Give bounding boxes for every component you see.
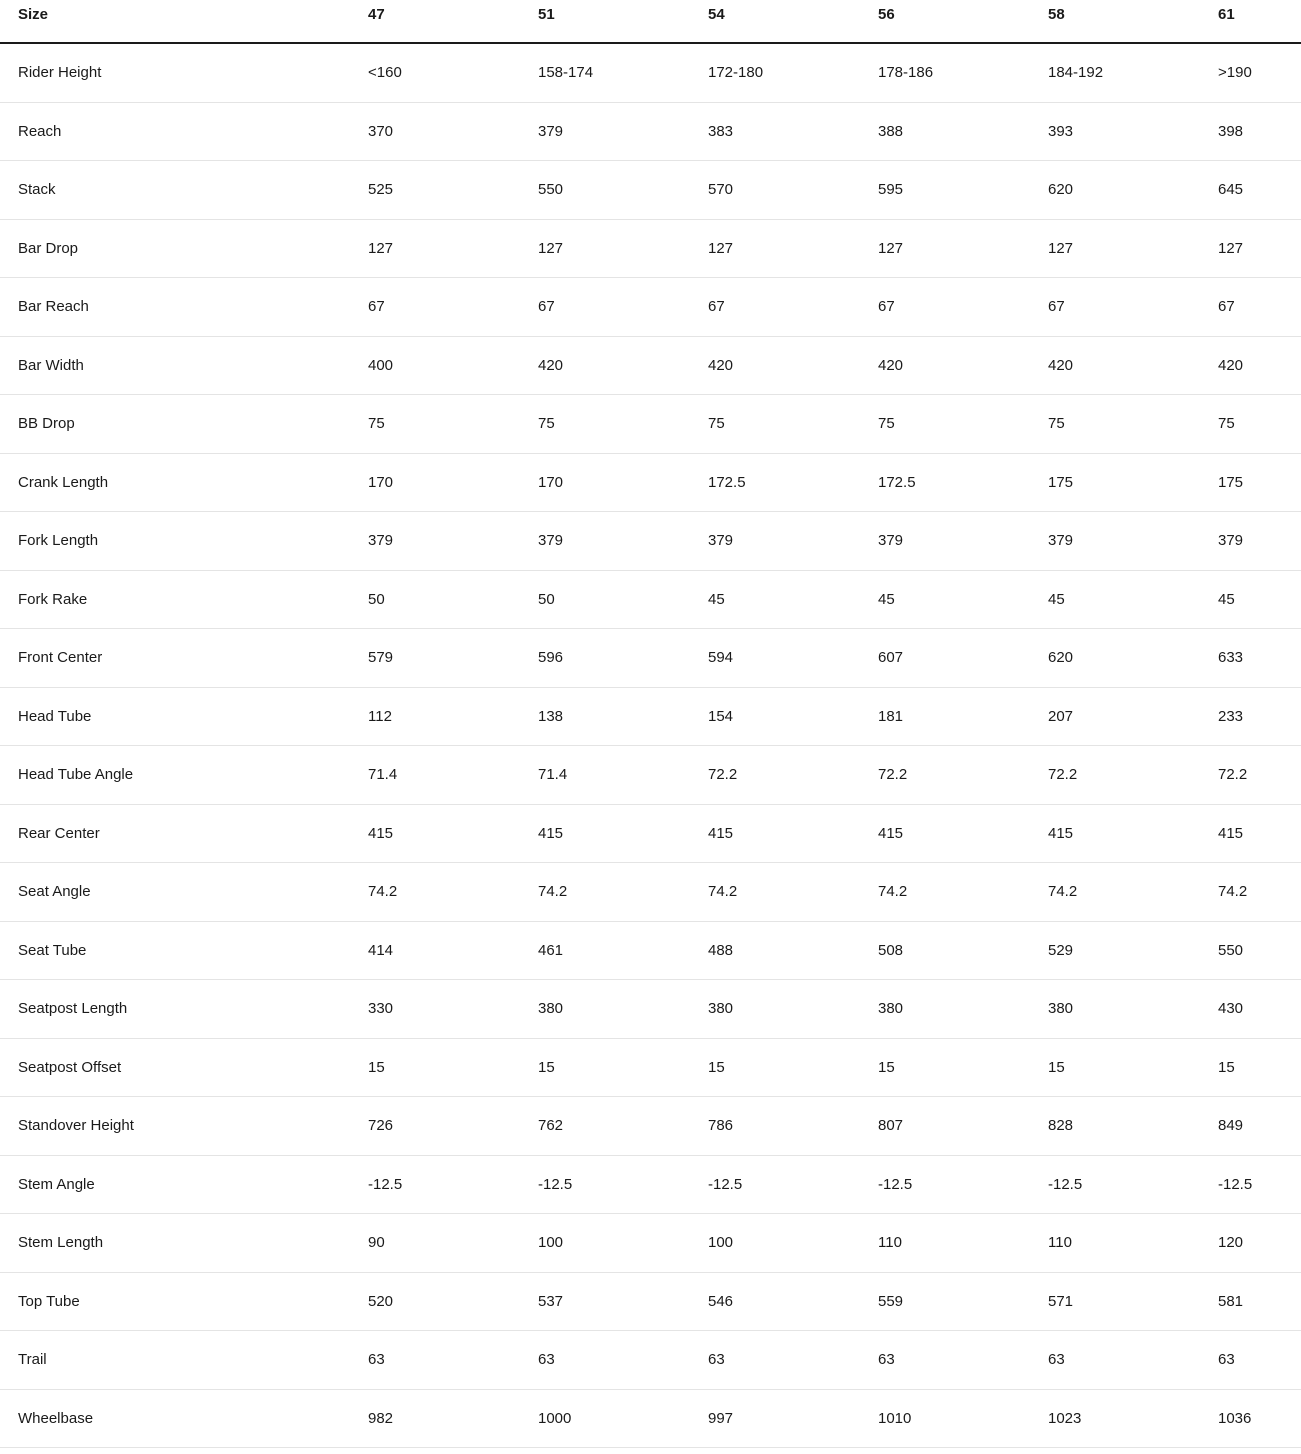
table-row <box>0 863 1301 922</box>
row-label: Standover Height <box>18 1117 134 1135</box>
cell: 415 <box>708 824 734 842</box>
cell: 74.2 <box>538 883 568 901</box>
table-row <box>0 278 1301 337</box>
row-label: Seat Angle <box>18 883 91 901</box>
cell: 620 <box>1048 181 1074 199</box>
cell: 546 <box>708 1292 734 1310</box>
table-row <box>0 922 1301 981</box>
cell: 420 <box>878 356 904 374</box>
cell: >190 <box>1218 64 1252 82</box>
cell: 75 <box>878 415 895 433</box>
table-row <box>0 980 1301 1039</box>
row-label: Bar Width <box>18 356 84 374</box>
table-row <box>0 1273 1301 1332</box>
row-label: Seatpost Length <box>18 1000 128 1018</box>
cell: 127 <box>368 239 394 257</box>
cell: 420 <box>1048 356 1074 374</box>
cell: 112 <box>368 707 392 725</box>
cell: 138 <box>538 707 564 725</box>
cell: 175 <box>1218 473 1244 491</box>
cell: 72.2 <box>708 766 738 784</box>
cell: 75 <box>538 415 555 433</box>
cell: 380 <box>538 1000 564 1018</box>
cell: 982 <box>368 1409 394 1427</box>
cell: 15 <box>878 1058 895 1076</box>
cell: 594 <box>708 649 734 667</box>
table-row <box>0 103 1301 162</box>
cell: 379 <box>1048 532 1074 550</box>
cell: 607 <box>878 649 904 667</box>
cell: 74.2 <box>878 883 908 901</box>
cell: 537 <box>538 1292 564 1310</box>
cell: 74.2 <box>708 883 738 901</box>
table-row <box>0 220 1301 279</box>
cell: 570 <box>708 181 734 199</box>
cell: 415 <box>368 824 394 842</box>
cell: 379 <box>1218 532 1244 550</box>
cell: 45 <box>708 590 725 608</box>
cell: 571 <box>1048 1292 1074 1310</box>
cell: 520 <box>368 1292 394 1310</box>
cell: 379 <box>878 532 904 550</box>
row-label: Trail <box>18 1351 47 1369</box>
cell: 67 <box>878 298 895 316</box>
cell: 393 <box>1048 122 1074 140</box>
table-row <box>0 512 1301 571</box>
row-label: Crank Length <box>18 473 109 491</box>
cell: 849 <box>1218 1117 1244 1135</box>
cell: 550 <box>538 181 564 199</box>
cell: 15 <box>1048 1058 1065 1076</box>
cell: 415 <box>878 824 904 842</box>
cell: 74.2 <box>368 883 398 901</box>
table-row <box>0 629 1301 688</box>
cell: -12.5 <box>538 1175 573 1193</box>
cell: 370 <box>368 122 394 140</box>
header-size-col: 61 <box>1218 6 1235 23</box>
cell: 72.2 <box>1218 766 1248 784</box>
cell: 726 <box>368 1117 394 1135</box>
table-row <box>0 1331 1301 1390</box>
cell: 72.2 <box>1048 766 1078 784</box>
header-size-col: 51 <box>538 6 555 23</box>
cell: 158-174 <box>538 64 594 82</box>
cell: 75 <box>708 415 725 433</box>
cell: 828 <box>1048 1117 1074 1135</box>
cell: 388 <box>878 122 904 140</box>
table-row <box>0 571 1301 630</box>
cell: 172-180 <box>708 64 764 82</box>
cell: 172.5 <box>708 473 746 491</box>
cell: 63 <box>1218 1351 1235 1369</box>
row-label: Fork Rake <box>18 590 88 608</box>
row-label: Reach <box>18 122 62 140</box>
row-label: Bar Drop <box>18 239 79 257</box>
row-label: Stack <box>18 181 56 199</box>
cell: 63 <box>1048 1351 1065 1369</box>
cell: 127 <box>708 239 734 257</box>
table-row <box>0 688 1301 747</box>
cell: 550 <box>1218 941 1244 959</box>
cell: 488 <box>708 941 734 959</box>
row-label: Head Tube Angle <box>18 766 134 784</box>
cell: 398 <box>1218 122 1244 140</box>
row-label: Seatpost Offset <box>18 1058 122 1076</box>
cell: 508 <box>878 941 904 959</box>
cell: -12.5 <box>708 1175 743 1193</box>
row-label: Rider Height <box>18 64 102 82</box>
row-label: Stem Length <box>18 1234 104 1252</box>
cell: 400 <box>368 356 394 374</box>
cell: 75 <box>1048 415 1065 433</box>
cell: 1010 <box>878 1409 912 1427</box>
cell: 15 <box>538 1058 555 1076</box>
header-size-label: Size <box>18 6 49 23</box>
cell: 110 <box>1048 1234 1072 1252</box>
cell: 461 <box>538 941 564 959</box>
cell: 67 <box>1048 298 1065 316</box>
row-label: Fork Length <box>18 532 99 550</box>
cell: 45 <box>1048 590 1065 608</box>
cell: 170 <box>368 473 394 491</box>
table-header-row <box>0 0 1301 44</box>
cell: 1000 <box>538 1409 572 1427</box>
cell: 178-186 <box>878 64 934 82</box>
table-row <box>0 1214 1301 1273</box>
cell: 67 <box>368 298 385 316</box>
cell: 415 <box>1048 824 1074 842</box>
table-row <box>0 161 1301 220</box>
cell: 71.4 <box>368 766 398 784</box>
row-label: Seat Tube <box>18 941 87 959</box>
cell: 67 <box>538 298 555 316</box>
cell: 415 <box>1218 824 1244 842</box>
table-row <box>0 337 1301 396</box>
cell: 430 <box>1218 1000 1244 1018</box>
header-size-col: 56 <box>878 6 895 23</box>
cell: 415 <box>538 824 564 842</box>
cell: 75 <box>368 415 385 433</box>
cell: 379 <box>368 532 394 550</box>
cell: 330 <box>368 1000 394 1018</box>
cell: 110 <box>878 1234 902 1252</box>
cell: 997 <box>708 1409 734 1427</box>
cell: 379 <box>538 532 564 550</box>
row-label: Bar Reach <box>18 298 89 316</box>
cell: 380 <box>1048 1000 1074 1018</box>
table-row <box>0 1156 1301 1215</box>
cell: 170 <box>538 473 564 491</box>
header-size-col: 47 <box>368 6 385 23</box>
cell: 127 <box>878 239 904 257</box>
table-row <box>0 1039 1301 1098</box>
cell: 63 <box>878 1351 895 1369</box>
cell: 233 <box>1218 707 1244 725</box>
cell: -12.5 <box>368 1175 403 1193</box>
row-label: Wheelbase <box>18 1409 94 1427</box>
cell: 100 <box>708 1234 734 1252</box>
cell: 525 <box>368 181 394 199</box>
cell: 15 <box>708 1058 725 1076</box>
cell: 786 <box>708 1117 734 1135</box>
cell: 379 <box>538 122 564 140</box>
cell: 45 <box>1218 590 1235 608</box>
cell: 420 <box>1218 356 1244 374</box>
row-label: Stem Angle <box>18 1175 95 1193</box>
cell: 120 <box>1218 1234 1244 1252</box>
cell: 63 <box>368 1351 385 1369</box>
cell: 15 <box>1218 1058 1235 1076</box>
row-label: Top Tube <box>18 1292 80 1310</box>
cell: 100 <box>538 1234 564 1252</box>
cell: 579 <box>368 649 394 667</box>
cell: 383 <box>708 122 734 140</box>
cell: 380 <box>878 1000 904 1018</box>
table-row <box>0 395 1301 454</box>
header-size-col: 58 <box>1048 6 1065 23</box>
cell: 633 <box>1218 649 1244 667</box>
cell: 380 <box>708 1000 734 1018</box>
cell: 154 <box>708 707 734 725</box>
cell: -12.5 <box>1048 1175 1083 1193</box>
cell: 379 <box>708 532 734 550</box>
cell: 1036 <box>1218 1409 1252 1427</box>
cell: 529 <box>1048 941 1074 959</box>
row-label: Front Center <box>18 649 103 667</box>
cell: 15 <box>368 1058 385 1076</box>
cell: 181 <box>878 707 904 725</box>
cell: 50 <box>538 590 555 608</box>
cell: 762 <box>538 1117 564 1135</box>
table-row <box>0 1097 1301 1156</box>
cell: 50 <box>368 590 385 608</box>
cell: 559 <box>878 1292 904 1310</box>
cell: 596 <box>538 649 564 667</box>
cell: 67 <box>1218 298 1235 316</box>
cell: 207 <box>1048 707 1074 725</box>
cell: <160 <box>368 64 402 82</box>
cell: 74.2 <box>1218 883 1248 901</box>
cell: 184-192 <box>1048 64 1104 82</box>
cell: 645 <box>1218 181 1244 199</box>
table-row <box>0 1390 1301 1449</box>
cell: 45 <box>878 590 895 608</box>
header-size-col: 54 <box>708 6 725 23</box>
row-label: BB Drop <box>18 415 75 433</box>
table-row <box>0 44 1301 103</box>
cell: 75 <box>1218 415 1235 433</box>
cell: 581 <box>1218 1292 1244 1310</box>
cell: -12.5 <box>1218 1175 1253 1193</box>
cell: 71.4 <box>538 766 568 784</box>
cell: 127 <box>538 239 564 257</box>
cell: 807 <box>878 1117 904 1135</box>
cell: 420 <box>708 356 734 374</box>
table-row <box>0 805 1301 864</box>
table-row <box>0 746 1301 805</box>
row-label: Rear Center <box>18 824 100 842</box>
cell: 90 <box>368 1234 385 1252</box>
cell: 420 <box>538 356 564 374</box>
cell: 72.2 <box>878 766 908 784</box>
cell: 63 <box>708 1351 725 1369</box>
cell: 175 <box>1048 473 1074 491</box>
table-body <box>0 44 1301 1448</box>
cell: 414 <box>368 941 394 959</box>
cell: 63 <box>538 1351 555 1369</box>
table-row <box>0 454 1301 513</box>
row-label: Head Tube <box>18 707 92 725</box>
cell: 127 <box>1218 239 1244 257</box>
cell: 172.5 <box>878 473 916 491</box>
cell: 1023 <box>1048 1409 1082 1427</box>
cell: 74.2 <box>1048 883 1078 901</box>
cell: 127 <box>1048 239 1074 257</box>
cell: 620 <box>1048 649 1074 667</box>
cell: 595 <box>878 181 904 199</box>
cell: -12.5 <box>878 1175 913 1193</box>
cell: 67 <box>708 298 725 316</box>
